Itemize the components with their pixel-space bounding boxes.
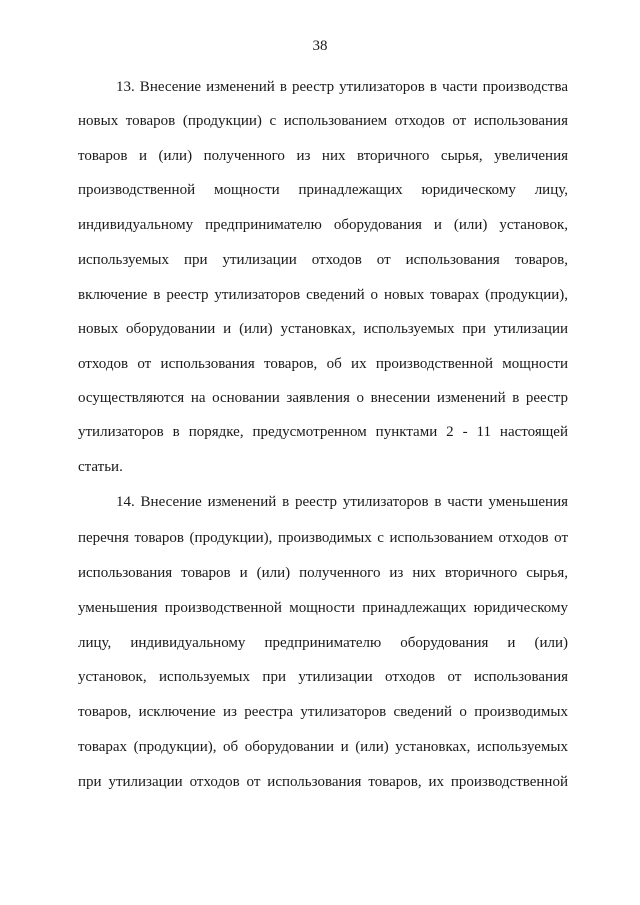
paragraph-13-line: утилизаторов в порядке, предусмотренном пунктами 2 - 11 настоящей [78,424,568,440]
paragraph-13-line: производственной мощности принадлежащих юридическому лицу, [78,182,568,198]
paragraph-14-line: использования товаров и (или) полученного из них вторичного сырья, [78,565,568,581]
paragraph-14-line: при утилизации отходов от использования товаров, их производственной [78,774,568,790]
paragraph-14-line: уменьшения производственной мощности принадлежащих юридическому [78,600,568,616]
paragraph-13-line: новых товаров (продукции) с использованием отходов от использования [78,113,568,129]
paragraph-13-line: используемых при утилизации отходов от использования товаров, [78,252,568,268]
paragraph-13-line: статьи. [78,459,123,475]
paragraph-14-line: товарах (продукции), об оборудовании и (или) установках, используемых [78,739,568,755]
paragraph-13-line: отходов от использования товаров, об их производственной мощности [78,356,568,372]
paragraph-13-line: индивидуальному предпринимателю оборудования и (или) установок, [78,217,568,233]
paragraph-13-line: 13. Внесение изменений в реестр утилизаторов в части производства [116,79,568,95]
paragraph-14-line: установок, используемых при утилизации отходов от использования [78,669,568,685]
paragraph-14-line: перечня товаров (продукции), производимых с использованием отходов от [78,530,568,546]
page-number: 38 [312,38,328,54]
paragraph-14-line: лицу, индивидуальному предпринимателю оборудования и (или) [78,635,568,651]
paragraph-13-line: товаров и (или) полученного из них вторичного сырья, увеличения [78,148,568,164]
paragraph-13-line: новых оборудовании и (или) установках, используемых при утилизации [78,321,568,337]
paragraph-13-line: включение в реестр утилизаторов сведений о новых товарах (продукции), [78,287,568,303]
paragraph-13-line: осуществляются на основании заявления о внесении изменений в реестр [78,390,568,406]
paragraph-14-line: товаров, исключение из реестра утилизаторов сведений о производимых [78,704,568,720]
paragraph-14-line: 14. Внесение изменений в реестр утилизаторов в части уменьшения [116,494,568,510]
